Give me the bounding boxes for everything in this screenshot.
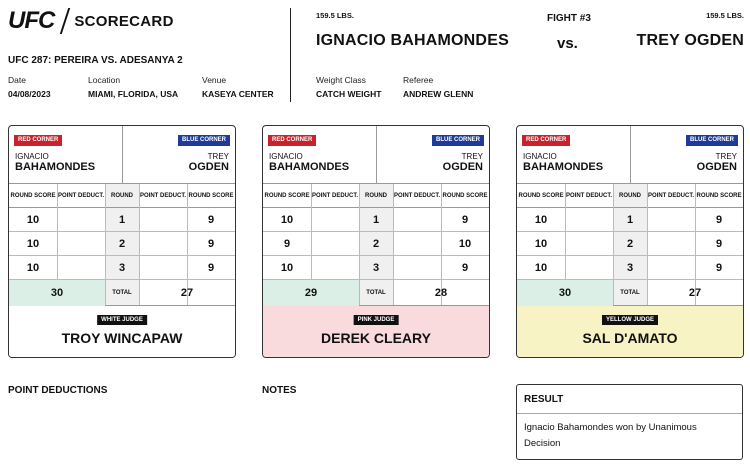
page-title: SCORECARD: [74, 12, 174, 30]
blue-round-score: 9: [207, 238, 215, 250]
round-header: ROUND: [111, 192, 133, 199]
red-round-score: 10: [534, 214, 548, 226]
judge-footer: [517, 306, 743, 358]
blue-round-score: 9: [715, 238, 723, 250]
round-row: [263, 208, 489, 232]
red-round-score: 10: [26, 238, 40, 250]
judge-scorecard: [516, 125, 744, 358]
red-round-score-header: ROUND SCORE: [518, 192, 564, 199]
judge-scorecard: [262, 125, 490, 358]
blue-total: 28: [434, 287, 448, 299]
location-label: Location: [88, 75, 121, 85]
round-number: 1: [372, 214, 380, 226]
judge-scorecard: [8, 125, 236, 358]
round-number: 2: [372, 238, 380, 250]
header-divider: [290, 8, 291, 102]
red-first-name: IGNACIO: [15, 152, 49, 161]
judge-color-badge: PINK JUDGE: [354, 315, 399, 325]
red-corner-fighter: [269, 152, 349, 173]
red-point-deduct-header: POINT DEDUCT.: [565, 192, 612, 199]
blue-weight: 159.5 LBS.: [706, 11, 744, 20]
weight-class-label: Weight Class: [316, 75, 366, 85]
blue-round-score-header: ROUND SCORE: [696, 192, 742, 199]
blue-round-score: 9: [461, 214, 469, 226]
judge-name: SAL D'AMATO: [582, 330, 678, 346]
judge-color-badge: WHITE JUDGE: [97, 315, 147, 325]
round-number: 1: [626, 214, 634, 226]
blue-round-score: 9: [207, 262, 215, 274]
red-round-score-header: ROUND SCORE: [10, 192, 56, 199]
logo-divider: [60, 8, 70, 34]
corner-header: [517, 126, 743, 184]
blue-fighter-name: TREY OGDEN: [636, 32, 744, 49]
blue-corner-fighter: [443, 152, 483, 173]
red-weight: 159.5 LBS.: [316, 11, 354, 20]
round-number: 3: [372, 262, 380, 274]
versus-label: vs.: [557, 35, 578, 52]
score-header-row: [517, 184, 743, 208]
red-point-deduct-header: POINT DEDUCT.: [57, 192, 104, 199]
round-row: [9, 208, 235, 232]
date-label: Date: [8, 75, 26, 85]
corner-divider: [376, 126, 377, 184]
result-text: Ignacio Bahamondes won by Unanimous Decision: [524, 422, 697, 449]
blue-corner-fighter: [189, 152, 229, 173]
red-first-name: IGNACIO: [269, 152, 303, 161]
red-corner-fighter: [15, 152, 95, 173]
red-fighter-name: IGNACIO BAHAMONDES: [316, 32, 509, 49]
judge-footer: [263, 306, 489, 358]
blue-last-name: OGDEN: [442, 161, 483, 173]
total-label: TOTAL: [620, 290, 640, 296]
ufc-logo: [8, 8, 174, 34]
round-row: [263, 256, 489, 280]
corner-divider: [630, 126, 631, 184]
blue-point-deduct-header: POINT DEDUCT.: [139, 192, 186, 199]
red-last-name: BAHAMONDES: [269, 161, 350, 173]
venue-label: Venue: [202, 75, 227, 85]
result-divider: [517, 413, 742, 414]
score-header-row: [263, 184, 489, 208]
event-name: UFC 287: PEREIRA VS. ADESANYA 2: [8, 55, 183, 66]
red-round-score: 10: [280, 262, 294, 274]
blue-round-score: 9: [715, 214, 723, 226]
total-label: TOTAL: [112, 290, 132, 296]
blue-corner-badge: BLUE CORNER: [432, 135, 484, 146]
result-title: RESULT: [524, 394, 564, 405]
total-label: TOTAL: [366, 290, 386, 296]
round-row: [517, 256, 743, 280]
referee-value: ANDREW GLENN: [403, 89, 474, 99]
judge-color-badge: YELLOW JUDGE: [602, 315, 658, 325]
red-round-score: 10: [26, 262, 40, 274]
blue-round-score-header: ROUND SCORE: [442, 192, 488, 199]
red-round-score: 10: [26, 214, 40, 226]
weight-class-value: CATCH WEIGHT: [316, 89, 382, 99]
round-number: 2: [118, 238, 126, 250]
corner-header: [263, 126, 489, 184]
red-round-score: 9: [283, 238, 291, 250]
round-header: ROUND: [365, 192, 387, 199]
round-number: 1: [118, 214, 126, 226]
red-last-name: BAHAMONDES: [523, 161, 604, 173]
judge-footer: [9, 306, 235, 358]
blue-round-score-header: ROUND SCORE: [188, 192, 234, 199]
round-row: [9, 232, 235, 256]
total-row: [517, 280, 743, 306]
red-corner-badge: RED CORNER: [522, 135, 570, 146]
red-round-score-header: ROUND SCORE: [264, 192, 310, 199]
round-header: ROUND: [619, 192, 641, 199]
blue-round-score: 9: [207, 214, 215, 226]
blue-round-score: 9: [461, 262, 469, 274]
blue-total: 27: [180, 287, 194, 299]
notes-heading: NOTES: [262, 385, 297, 396]
round-row: [9, 256, 235, 280]
red-round-score: 10: [534, 262, 548, 274]
score-header-row: [9, 184, 235, 208]
corner-header: [9, 126, 235, 184]
date-value: 04/08/2023: [8, 89, 51, 99]
red-last-name: BAHAMONDES: [15, 161, 96, 173]
blue-first-name: TREY: [207, 152, 229, 161]
red-point-deduct-header: POINT DEDUCT.: [311, 192, 358, 199]
red-total: 30: [9, 280, 105, 306]
logo-wordmark: UFC: [8, 7, 55, 34]
blue-first-name: TREY: [715, 152, 737, 161]
red-corner-badge: RED CORNER: [268, 135, 316, 146]
blue-last-name: OGDEN: [696, 161, 737, 173]
red-total: 30: [517, 280, 613, 306]
round-row: [263, 232, 489, 256]
judge-name: DEREK CLEARY: [321, 330, 431, 346]
blue-corner-badge: BLUE CORNER: [178, 135, 230, 146]
round-row: [517, 208, 743, 232]
blue-corner-fighter: [697, 152, 737, 173]
round-number: 3: [626, 262, 634, 274]
blue-round-score: 9: [715, 262, 723, 274]
blue-total: 27: [688, 287, 702, 299]
fight-number: FIGHT #3: [547, 13, 591, 24]
round-number: 3: [118, 262, 126, 274]
blue-round-score: 10: [458, 238, 472, 250]
round-number: 2: [626, 238, 634, 250]
red-corner-fighter: [523, 152, 603, 173]
location-value: MIAMI, FLORIDA, USA: [88, 89, 179, 99]
red-round-score: 10: [534, 238, 548, 250]
total-row: [9, 280, 235, 306]
red-corner-badge: RED CORNER: [14, 135, 62, 146]
blue-point-deduct-header: POINT DEDUCT.: [393, 192, 440, 199]
point-deductions-heading: POINT DEDUCTIONS: [8, 385, 108, 396]
judge-name: TROY WINCAPAW: [61, 330, 183, 346]
red-first-name: IGNACIO: [523, 152, 557, 161]
venue-value: KASEYA CENTER: [202, 89, 274, 99]
result-box: [516, 384, 743, 460]
blue-corner-badge: BLUE CORNER: [686, 135, 738, 146]
red-round-score: 10: [280, 214, 294, 226]
total-row: [263, 280, 489, 306]
round-row: [517, 232, 743, 256]
blue-point-deduct-header: POINT DEDUCT.: [647, 192, 694, 199]
blue-last-name: OGDEN: [188, 161, 229, 173]
referee-label: Referee: [403, 75, 434, 85]
blue-first-name: TREY: [461, 152, 483, 161]
red-total: 29: [263, 280, 359, 306]
corner-divider: [122, 126, 123, 184]
